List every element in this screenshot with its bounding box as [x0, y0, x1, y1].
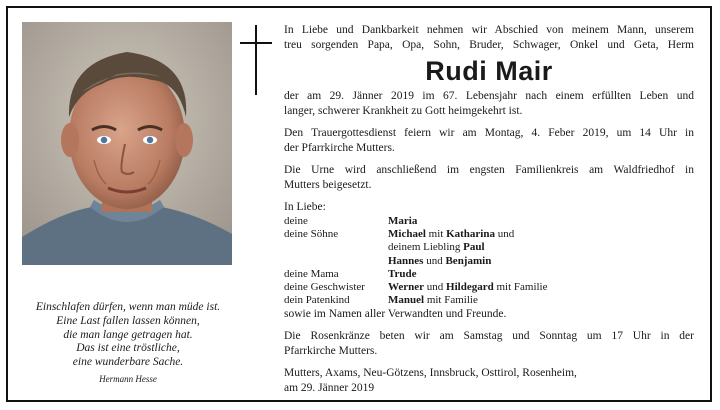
portrait-photo	[22, 22, 232, 265]
mourner-names	[388, 281, 694, 294]
intro-line: In Liebe und Dankbarkeit nehmen wir Abschied von meinem Mann, unserem	[284, 24, 694, 36]
mourner-relation: dein Patenkind	[284, 294, 350, 307]
mourner-relation	[284, 255, 388, 268]
death-line: der am 29. Jänner 2019 im 67. Lebensjahr nach einem erfüllten Leben und	[284, 90, 694, 102]
mourner-name: Hildegard	[446, 280, 494, 293]
mourner-name: Katharina	[446, 228, 495, 241]
mourner-relation: deine	[284, 215, 308, 227]
mourner-row	[284, 241, 694, 254]
quote-line: die man lange getragen hat.	[63, 328, 193, 341]
mourner-name: Benjamin	[445, 254, 492, 267]
mourners-heading: In Liebe:	[284, 201, 326, 213]
mourner-row	[284, 268, 694, 281]
mourner-relation: deine Söhne	[284, 228, 339, 241]
mourner-relation: deine Geschwister	[284, 280, 365, 293]
mourner-row	[284, 228, 694, 241]
mourner-text: mit Familie	[493, 280, 548, 293]
mourner-names	[388, 255, 694, 268]
mourner-text: und	[494, 228, 515, 241]
intro-line: treu sorgenden Papa, Opa, Sohn, Bruder, Schwager, Onkel und Geta, Herm	[284, 39, 694, 51]
obituary-text	[284, 23, 694, 396]
mourners-list	[284, 215, 694, 307]
mourner-row	[284, 294, 694, 307]
quote-line: Das ist eine tröstliche,	[76, 342, 180, 355]
cross-icon	[240, 25, 272, 95]
mourner-text: deinem Liebling	[388, 241, 464, 254]
mourner-name: Manuel	[388, 294, 425, 307]
urn-line: Mutters beigesetzt.	[284, 179, 372, 191]
mourner-name: Werner	[388, 280, 425, 293]
mourner-names	[388, 215, 694, 228]
footer-line: Mutters, Axams, Neu-Götzens, Innsbruck, Osttirol, Rosenheim,	[284, 367, 577, 380]
rosary-line: Pfarrkirche Mutters.	[284, 345, 378, 358]
mourners-closing: sowie im Namen aller Verwandten und Freunde.	[284, 308, 507, 321]
mourner-names	[388, 241, 694, 254]
service-line: der Pfarrkirche Mutters.	[284, 142, 395, 154]
mourner-text: und	[423, 254, 446, 267]
footer-date: am 29. Jänner 2019	[284, 382, 375, 395]
mourner-names	[388, 294, 694, 307]
mourner-row	[284, 281, 694, 294]
mourner-row	[284, 255, 694, 268]
mourner-name: Maria	[388, 215, 418, 227]
mourner-relation: deine Mama	[284, 267, 339, 280]
rosary-line: Die Rosenkränze beten wir am Samstag und Sonntag um 17 Uhr in der	[284, 330, 694, 343]
quote-line: eine wunderbare Sache.	[72, 356, 184, 369]
mourner-name: Michael	[388, 228, 426, 241]
mourners-section	[284, 200, 694, 322]
mourner-relation	[284, 241, 388, 254]
mourner-names	[388, 268, 694, 281]
mourner-name: Hannes	[388, 254, 424, 267]
mourner-row	[284, 215, 694, 228]
deceased-name: Rudi Mair	[425, 56, 553, 86]
quote-line: Eine Last fallen lassen können,	[56, 314, 200, 327]
portrait-image	[22, 22, 232, 265]
mourner-text: und	[424, 280, 447, 293]
mourner-text: mit	[425, 228, 447, 241]
death-line: langer, schwerer Krankheit zu Gott heimgekehrt ist.	[284, 105, 523, 117]
mourner-names	[388, 228, 694, 241]
mourner-name: Paul	[463, 241, 485, 254]
urn-line: Die Urne wird anschließend im engsten Familienkreis am Waldfriedhof in	[284, 164, 694, 176]
mourner-name: Trude	[388, 267, 417, 280]
mourner-text: mit Familie	[424, 294, 478, 307]
service-line: Den Trauergottesdienst feiern wir am Montag, 4. Feber 2019, um 14 Uhr in	[284, 127, 694, 139]
quote-line: Einschlafen dürfen, wenn man müde ist.	[35, 301, 221, 313]
poem-quote	[12, 301, 244, 370]
quote-author: Hermann Hesse	[99, 374, 157, 384]
